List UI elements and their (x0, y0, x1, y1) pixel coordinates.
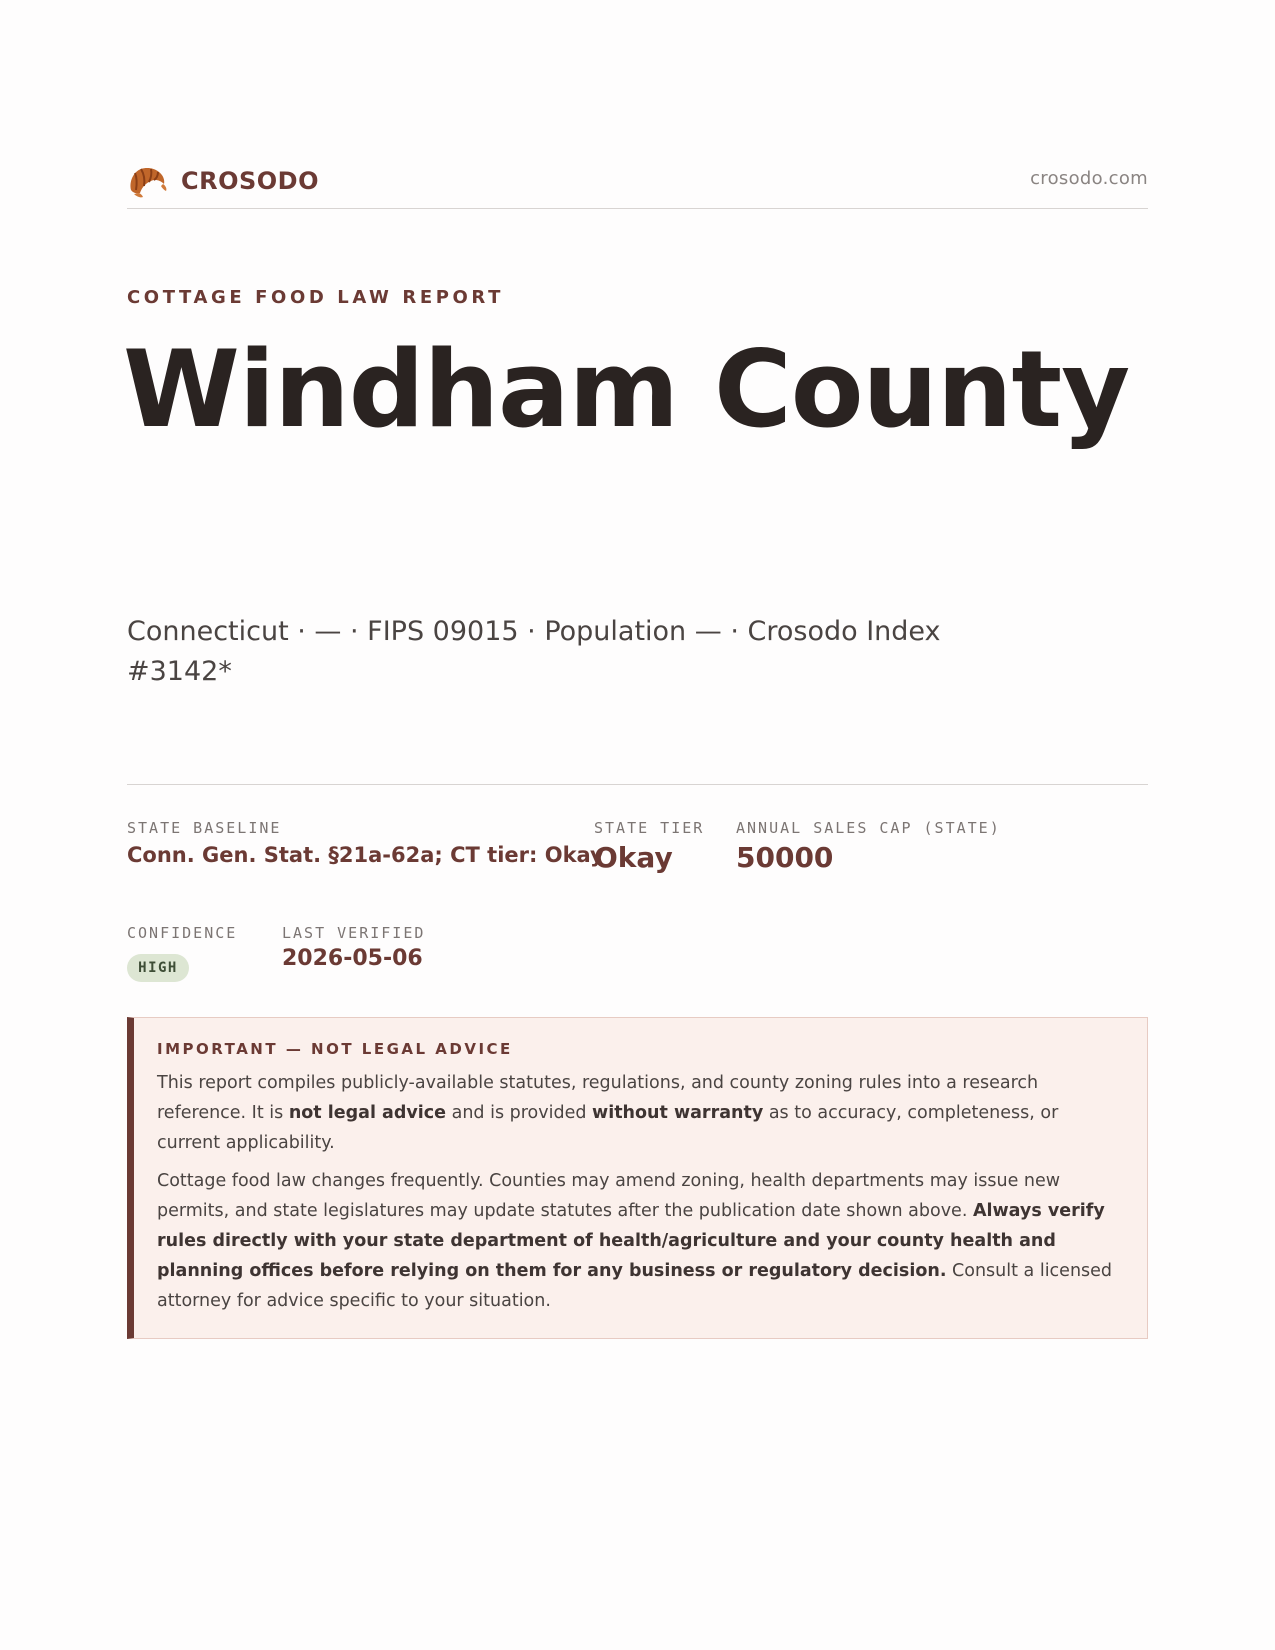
notice-p1-text: This report compiles publicly-available statutes, regulations, and county zoning rules into a research reference. It is (157, 1073, 1039, 1123)
last-verified-label: LAST VERIFIED (282, 924, 426, 942)
brand-name: CROSODO (181, 167, 320, 195)
notice-p1-emphasis-legal: not legal advice (288, 1103, 447, 1123)
notice-p1-emphasis-warranty: without warranty (592, 1103, 764, 1123)
notice-title: IMPORTANT — NOT LEGAL ADVICE (157, 1040, 513, 1058)
state-tier-label: STATE TIER (594, 819, 705, 837)
notice-p1-text: and is provided (446, 1103, 593, 1123)
notice-paragraph-2 (157, 1166, 1123, 1316)
last-verified-value: 2026-05-06 (282, 946, 423, 971)
notice-p2-emphasis: Always verify rules directly with your state department of health/agriculture and your county health and planning offices before relying on them for any business or regulatory decision. (157, 1201, 1105, 1281)
page-header (127, 156, 1148, 209)
notice-paragraph-1 (157, 1068, 1123, 1158)
report-eyebrow: COTTAGE FOOD LAW REPORT (127, 287, 504, 308)
annual-sales-cap-label: ANNUAL SALES CAP (STATE) (736, 819, 1001, 837)
confidence-badge: HIGH (127, 954, 189, 982)
notice-p1-text: as to accuracy, completeness, or current applicability. (157, 1103, 1059, 1153)
legal-notice (127, 1017, 1148, 1339)
page-title: Windham County (123, 328, 1130, 451)
croissant-icon (127, 160, 169, 202)
site-url-link[interactable]: crosodo.com (1030, 168, 1148, 189)
state-tier-value: Okay (594, 841, 673, 874)
confidence-label: CONFIDENCE (127, 924, 238, 942)
annual-sales-cap-value: 50000 (736, 841, 834, 874)
state-baseline-value: Conn. Gen. Stat. §21a-62a; CT tier: Okay (127, 843, 604, 867)
brand[interactable] (127, 160, 319, 202)
divider (127, 784, 1148, 785)
notice-p2-text: Consult a licensed attorney for advice specific to your situation. (157, 1261, 1113, 1311)
report-subtitle: Connecticut · — · FIPS 09015 · Population — · Crosodo Index #3142* (127, 616, 941, 687)
state-baseline-label: STATE BASELINE (127, 819, 282, 837)
notice-p2-text: Cottage food law changes frequently. Counties may amend zoning, health departments may issue new permits, and state legislatures may update statutes after the publication date shown above. (157, 1171, 1061, 1221)
report-page (123, 0, 1148, 1650)
